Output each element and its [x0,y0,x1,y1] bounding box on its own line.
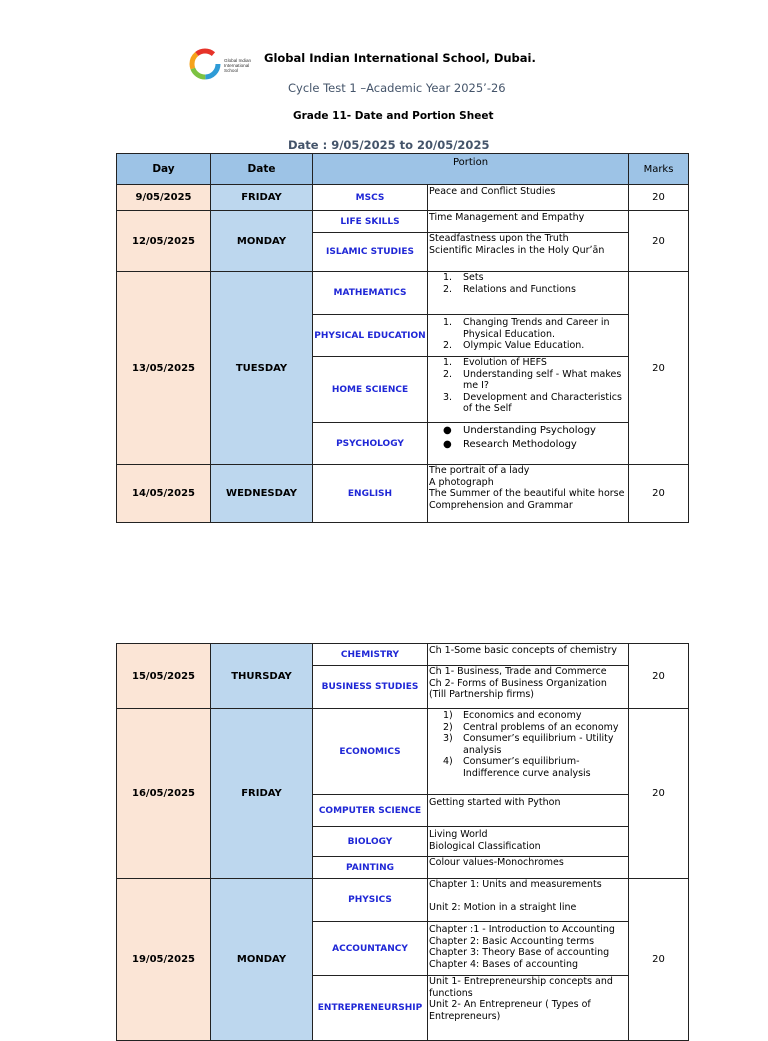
portion-line: Peace and Conflict Studies [429,186,556,197]
bullet-icon: ● [443,425,452,436]
date-cell [210,643,313,709]
date-range: Date : 9/05/2025 to 20/05/2025 [288,138,490,152]
portion-line: Time Management and Empathy [429,212,585,223]
day-value: 16/05/2025 [132,788,195,799]
list-number: 3) [443,733,453,744]
subject-cell [312,314,428,357]
marks-cell [628,464,689,523]
subject-cell [312,232,428,272]
subject-cell [312,464,428,523]
marks-cell [628,878,689,1041]
subject-cell [312,878,428,922]
subject-cell [312,422,428,465]
subject-name: BIOLOGY [347,836,393,847]
day-cell [116,184,211,211]
portion-line: The Summer of the beautiful white horse [429,488,625,499]
portion-line: Biological Classification [429,840,541,852]
marks-value: 20 [652,670,665,682]
marks-value: 20 [652,954,665,965]
school-logo [188,47,222,81]
portion-list [429,710,627,779]
portion-list-item: 4) Consumer’s equilibrium-Indifference curve analysis [443,756,591,779]
header-marks-label: Marks [643,163,674,175]
portion-cell [427,665,629,709]
date-value: THURSDAY [231,670,292,682]
portion-cell [427,232,629,272]
list-number: 2) [443,721,453,733]
subject-cell [312,856,428,879]
header-portion [312,153,629,185]
list-number: 1) [443,710,453,721]
date-value: TUESDAY [235,362,288,374]
portion-list-item: 3) Consumer’s equilibrium - Utility analysis [443,733,614,756]
portion-list [429,317,627,352]
portion-line: Chapter 2: Basic Accounting terms [429,935,595,947]
portion-cell [427,356,629,423]
portion-line: Unit 2- An Entrepreneur ( Types of Entrepreneurs) [429,999,591,1022]
portion-list-item: ● Research Methodology [443,439,577,450]
day-value: 9/05/2025 [135,192,192,203]
portion-line: Unit 1- Entrepreneurship concepts and functions [429,976,613,999]
portion-cell [427,794,629,827]
portion-list-item: 1) Economics and economy [443,710,582,721]
list-number: 3. [443,391,453,403]
list-number: 1. [443,272,453,283]
day-value: 19/05/2025 [132,954,195,965]
list-number: 4) [443,756,453,767]
header-day-label: Day [152,163,175,175]
subject-cell [312,643,428,666]
portion-line: Chapter :1 - Introduction to Accounting [429,924,615,935]
portion-line: A photograph [429,476,494,488]
subject-cell [312,826,428,857]
day-cell [116,210,211,272]
subject-name: ACCOUNTANCY [332,943,408,954]
date-value: MONDAY [236,954,287,965]
list-number: 2. [443,283,453,295]
subject-name: ENGLISH [347,488,393,499]
header-date [210,153,313,185]
subject-cell [312,921,428,976]
subject-cell [312,184,428,211]
school-name: Global Indian International School, Dubai. [264,51,536,65]
subject-name: HOME SCIENCE [331,384,409,395]
day-cell [116,643,211,709]
subject-name: MSCS [355,192,385,203]
subject-name: ISLAMIC STUDIES [326,247,414,257]
day-value: 15/05/2025 [132,670,195,682]
date-cell [210,708,313,879]
portion-cell [427,271,629,315]
subject-name: PSYCHOLOGY [336,438,404,449]
portion-list [429,424,627,452]
portion-line: Ch 2- Forms of Business Organization [429,677,607,689]
marks-value: 20 [652,788,665,799]
portion-cell [427,856,629,879]
subject-name: ECONOMICS [339,746,401,757]
portion-cell [427,708,629,795]
portion-line: (Till Partnership firms) [429,689,534,700]
grade-title: Grade 11- Date and Portion Sheet [293,110,494,122]
day-cell [116,708,211,879]
marks-cell [628,643,689,709]
portion-list-item: 1. Changing Trends and Career in Physical Education. [443,317,610,340]
portion-cell [427,210,629,233]
list-number: 1. [443,317,453,328]
portion-line: Comprehension and Grammar [429,499,573,511]
portion-line: Steadfastness upon the Truth [429,233,569,244]
subject-name: PHYSICS [348,895,392,905]
day-value: 13/05/2025 [132,362,195,374]
portion-line [429,891,627,903]
subject-name: PHYSICAL EDUCATION [314,330,426,341]
portion-list [429,272,627,295]
list-number: 2. [443,340,453,351]
day-cell [116,878,211,1041]
portion-line: Unit 2: Motion in a straight line [429,902,577,913]
day-value: 14/05/2025 [132,488,195,499]
portion-line: Ch 1-Some basic concepts of chemistry [429,645,618,656]
subject-name: COMPUTER SCIENCE [318,805,422,816]
subject-cell [312,210,428,233]
portion-list-item: 1. Sets [443,272,484,283]
portion-cell [427,975,629,1041]
portion-cell [427,826,629,857]
portion-list-item: 2. Relations and Functions [443,283,576,295]
subject-cell [312,271,428,315]
subject-name: CHEMISTRY [340,649,400,660]
list-number: 2. [443,368,453,380]
portion-cell [427,643,629,666]
date-cell [210,271,313,465]
portion-list-item: 2. Olympic Value Education. [443,340,585,351]
portion-list-item: 1. Evolution of HEFS [443,357,547,368]
portion-cell [427,184,629,211]
header-portion-label: Portion [452,157,489,168]
subject-cell [312,356,428,423]
marks-value: 20 [652,192,665,203]
portion-cell [427,464,629,523]
day-value: 12/05/2025 [132,235,195,247]
portion-line: Chapter 4: Bases of accounting [429,958,579,970]
portion-cell [427,921,629,976]
cycle-title: Cycle Test 1 –Academic Year 2025ʼ-26 [288,81,506,95]
marks-cell [628,271,689,465]
subject-name: PAINTING [345,862,395,873]
portion-line: Chapter 3: Theory Base of accounting [429,947,610,958]
portion-line: Living World [429,829,488,840]
subject-name: LIFE SKILLS [340,216,400,227]
portion-list-item: 2. Understanding self - What makes me I? [443,368,622,391]
date-cell [210,464,313,523]
header-date-label: Date [247,163,276,175]
subject-cell [312,708,428,795]
portion-cell [427,314,629,357]
marks-value: 20 [652,488,665,499]
subject-cell [312,975,428,1041]
day-cell [116,464,211,523]
marks-cell [628,184,689,211]
header-marks [628,153,689,185]
portion-line: Ch 1- Business, Trade and Commerce [429,666,607,677]
portion-list-item: 3. Development and Characteristics of the Self [443,391,622,414]
subject-name: BUSINESS STUDIES [321,682,419,692]
subject-name: ENTREPRENEURSHIP [317,1003,423,1013]
portion-list-item: 2) Central problems of an economy [443,721,619,733]
marks-value: 20 [652,235,665,247]
portion-line: Colour values-Monochromes [429,857,564,868]
portion-cell [427,878,629,922]
date-cell [210,878,313,1041]
date-value: FRIDAY [241,788,282,799]
portion-line: Chapter 1: Units and measurements [429,879,602,890]
date-value: MONDAY [236,235,287,247]
day-cell [116,271,211,465]
portion-list [429,357,627,415]
date-cell [210,210,313,272]
portion-cell [427,422,629,465]
subject-cell [312,665,428,709]
portion-line: The portrait of a lady [429,465,530,476]
date-value: WEDNESDAY [226,488,297,499]
list-number: 1. [443,357,453,368]
marks-value: 20 [652,362,665,374]
header-day [116,153,211,185]
marks-cell [628,708,689,879]
portion-line: Scientific Miracles in the Holy Qurʼān [429,244,605,256]
portion-list-item: ● Understanding Psychology [443,425,596,436]
logo-text: Global Indian International School [224,58,252,73]
subject-cell [312,794,428,827]
portion-line: Getting started with Python [429,797,561,808]
subject-name: MATHEMATICS [333,288,407,298]
date-cell [210,184,313,211]
bullet-icon: ● [443,439,452,450]
marks-cell [628,210,689,272]
date-value: FRIDAY [241,192,282,203]
